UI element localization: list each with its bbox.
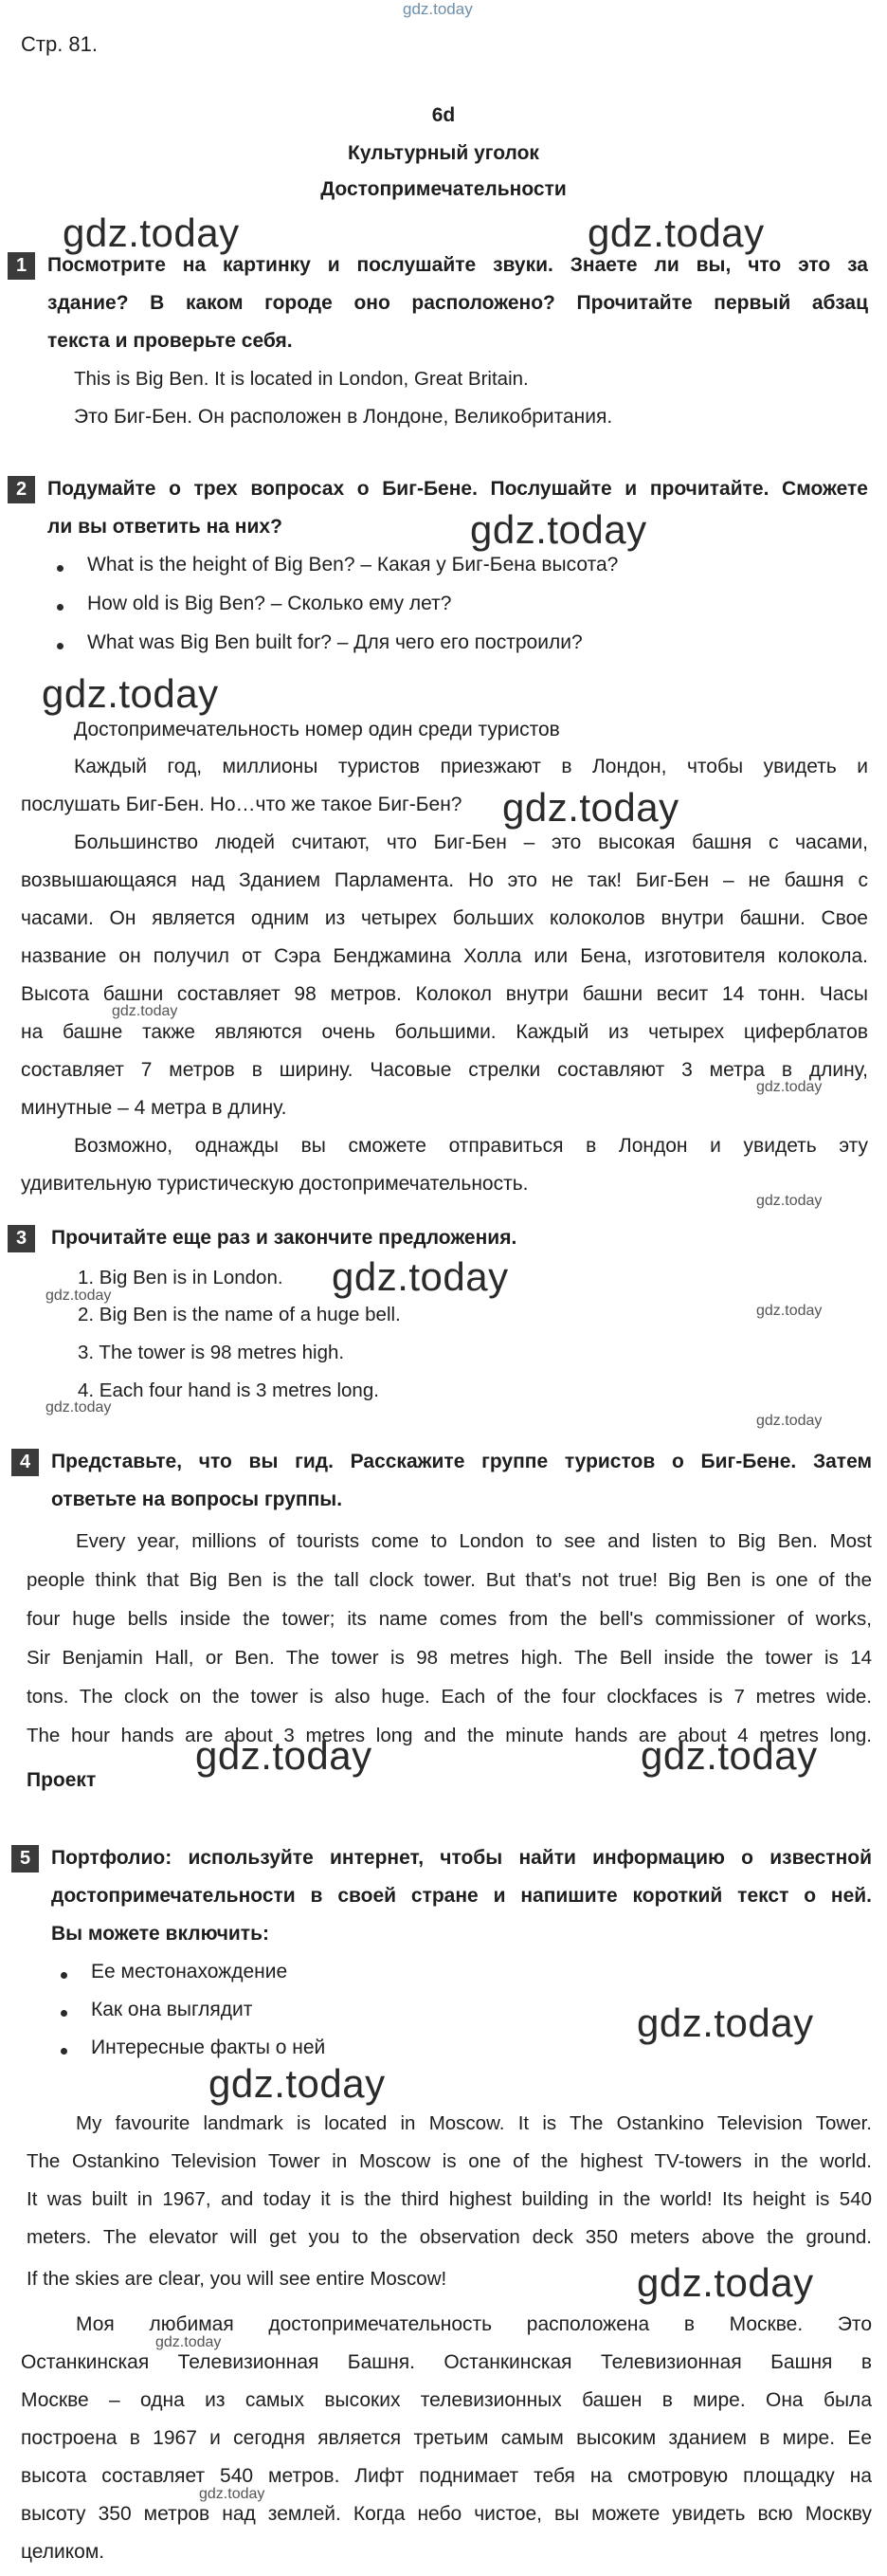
- text-paragraph: возвышающаяся над Зданием Парламента. Но это не так! Биг-Бен – не башня с: [21, 869, 868, 891]
- russian-text: Останкинская Телевизионная Башня. Останкинская Телевизионная Башня в: [21, 2351, 872, 2373]
- text-paragraph: Большинство людей считают, что Биг-Бен – это высокая башня с часами,: [74, 831, 868, 853]
- exercise-number: 3: [8, 1225, 35, 1252]
- english-text: If the skies are clear, you will see entire Moscow!: [27, 2268, 447, 2290]
- russian-text: построена в 1967 и сегодня является третьим самым высоким зданием в мире. Ее: [21, 2427, 872, 2449]
- exercise-5-instruction: Вы можете включить:: [51, 1923, 269, 1945]
- include-item: Ее местонахождение: [91, 1961, 288, 1982]
- text-paragraph: удивительную туристическую достопримечательность.: [21, 1173, 529, 1195]
- watermark-small: gdz.today: [45, 1288, 112, 1304]
- bullet-dot: [57, 643, 63, 649]
- include-item: Интересные факты о ней: [91, 2037, 326, 2058]
- exercise-5-instruction: Портфолио: используйте интернет, чтобы найти информацию о известной: [51, 1847, 872, 1869]
- question-item: What is the height of Big Ben? – Какая у Биг-Бена высота?: [87, 554, 619, 575]
- text-paragraph: Возможно, однажды вы сможете отправиться в Лондон и увидеть эту: [74, 1135, 868, 1157]
- exercise-2-instruction: Подумайте о трех вопросах о Биг-Бене. Послушайте и прочитайте. Сможете: [47, 478, 868, 500]
- watermark: gdz.today: [588, 210, 765, 255]
- exercise-number: 5: [11, 1845, 39, 1873]
- text-paragraph: Высота башни составляет 98 метров. Колокол внутри башни весит 14 тонн. Часы: [21, 983, 868, 1005]
- russian-text: целиком.: [21, 2541, 105, 2563]
- text-paragraph: минутные – 4 метра в длину.: [21, 1097, 287, 1119]
- watermark: gdz.today: [470, 507, 647, 552]
- watermark-small: gdz.today: [45, 1399, 112, 1416]
- english-text: Sir Benjamin Hall, or Ben. The tower is 98 metres high. The Bell inside the tower is 14: [27, 1647, 872, 1669]
- text-paragraph: название он получил от Сэра Бенджамина Холла или Бена, изготовителя колокола.: [21, 945, 868, 967]
- question-item: What was Big Ben built for? – Для чего его построили?: [87, 631, 583, 653]
- watermark-small: gdz.today: [756, 1413, 823, 1429]
- exercise-5-instruction: достопримечательности в своей стране и напишите короткий текст о ней.: [51, 1885, 872, 1907]
- watermark-small: gdz.today: [112, 1003, 178, 1019]
- watermark: gdz.today: [637, 2001, 814, 2045]
- completed-sentence: 2. Big Ben is the name of a huge bell.: [78, 1304, 401, 1325]
- text-paragraph: Каждый год, миллионы туристов приезжают в Лондон, чтобы увидеть и: [74, 756, 868, 777]
- watermark: gdz.today: [641, 1733, 818, 1778]
- watermark-small: gdz.today: [756, 1303, 823, 1319]
- english-text: My favourite landmark is located in Moscow. It is The Ostankino Television Tower.: [76, 2112, 872, 2134]
- section-subtitle: Достопримечательности: [320, 178, 567, 200]
- english-text: Every year, millions of tourists come to London to see and listen to Big Ben. Most: [76, 1530, 872, 1552]
- exercise-3-instruction: Прочитайте еще раз и закончите предложения.: [51, 1227, 517, 1249]
- english-text: The Ostankino Television Tower in Moscow is one of the highest TV-towers in the world.: [27, 2150, 872, 2172]
- exercise-1-answer-ru: Это Биг-Бен. Он расположен в Лондоне, Великобритания.: [74, 406, 613, 428]
- russian-text: высоту 350 метров над землей. Когда небо чистое, вы можете увидеть всю Москву: [21, 2503, 872, 2525]
- english-text: It was built in 1967, and today it is the third highest building in the world! Its height is 540: [27, 2188, 872, 2210]
- english-text: The hour hands are about 3 metres long and the minute hands are about 4 metres long.: [27, 1725, 872, 1746]
- unit-label: 6d: [431, 104, 456, 126]
- text-paragraph: часами. Он является одним из четырех больших колоколов внутри башни. Свое: [21, 907, 868, 929]
- english-text: meters. The elevator will get you to the observation deck 350 meters above the ground.: [27, 2226, 872, 2248]
- exercise-1-instruction: здание? В каком городе оно расположено? Прочитайте первый абзац: [47, 292, 868, 314]
- section-title: Культурный уголок: [348, 142, 539, 164]
- bullet-dot: [57, 604, 63, 611]
- bullet-dot: [61, 2048, 67, 2055]
- top-watermark: gdz.today: [403, 0, 473, 18]
- exercise-number: 1: [8, 252, 35, 280]
- watermark: gdz.today: [63, 210, 240, 255]
- include-item: Как она выглядит: [91, 1999, 253, 2020]
- exercise-2-instruction: ли вы ответить на них?: [47, 516, 282, 538]
- russian-text: Моя любимая достопримечательность расположена в Москве. Это: [76, 2313, 872, 2335]
- exercise-number: 2: [8, 476, 35, 503]
- russian-text: высота составляет 540 метров. Лифт поднимает тебя на смотровую площадку на: [21, 2465, 872, 2487]
- exercise-4-instruction: ответьте на вопросы группы.: [51, 1489, 343, 1510]
- watermark: gdz.today: [332, 1254, 509, 1299]
- project-label: Проект: [27, 1769, 97, 1791]
- bullet-dot: [61, 2010, 67, 2017]
- bullet-dot: [57, 565, 63, 572]
- english-text: people think that Big Ben is the tall clock tower. But that's not true! Big Ben is one of the: [27, 1569, 872, 1591]
- page-label: Стр. 81.: [21, 32, 99, 56]
- watermark: gdz.today: [42, 671, 219, 716]
- watermark: gdz.today: [208, 2061, 386, 2106]
- bullet-dot: [61, 1972, 67, 1979]
- exercise-4-instruction: Представьте, что вы гид. Расскажите группе туристов о Биг-Бене. Затем: [51, 1451, 872, 1472]
- watermark: gdz.today: [637, 2260, 814, 2305]
- watermark-small: gdz.today: [199, 2486, 265, 2502]
- completed-sentence: 1. Big Ben is in London.: [78, 1267, 283, 1288]
- completed-sentence: 3. The tower is 98 metres high.: [78, 1342, 345, 1363]
- russian-text: Москве – одна из самых высоких телевизионных башен в мире. Она была: [21, 2389, 872, 2411]
- watermark-small: gdz.today: [155, 2334, 222, 2350]
- text-paragraph: на башне также являются очень большими. Каждый из четырех циферблатов: [21, 1021, 868, 1043]
- watermark: gdz.today: [502, 785, 679, 830]
- text-paragraph: составляет 7 метров в ширину. Часовые стрелки составляют 3 метра в длину,: [21, 1059, 868, 1081]
- question-item: How old is Big Ben? – Сколько ему лет?: [87, 593, 452, 614]
- english-text: tons. The clock on the tower is also huge. Each of the four clockfaces is 7 metres wide.: [27, 1686, 872, 1708]
- exercise-1-instruction: текста и проверьте себя.: [47, 330, 293, 352]
- text-paragraph: послушать Биг-Бен. Но…что же такое Биг-Бен?: [21, 794, 462, 815]
- exercise-1-instruction: Посмотрите на картинку и послушайте звуки. Знаете ли вы, что это за: [47, 254, 868, 276]
- watermark-small: gdz.today: [756, 1079, 823, 1095]
- watermark-small: gdz.today: [756, 1193, 823, 1209]
- exercise-1-answer-en: This is Big Ben. It is located in London, Great Britain.: [74, 368, 529, 390]
- exercise-number: 4: [11, 1449, 39, 1476]
- completed-sentence: 4. Each four hand is 3 metres long.: [78, 1379, 379, 1401]
- watermark: gdz.today: [195, 1733, 372, 1778]
- text-title: Достопримечательность номер один среди туристов: [74, 719, 560, 740]
- english-text: four huge bells inside the tower; its name comes from the bell's commissioner of works,: [27, 1608, 872, 1630]
